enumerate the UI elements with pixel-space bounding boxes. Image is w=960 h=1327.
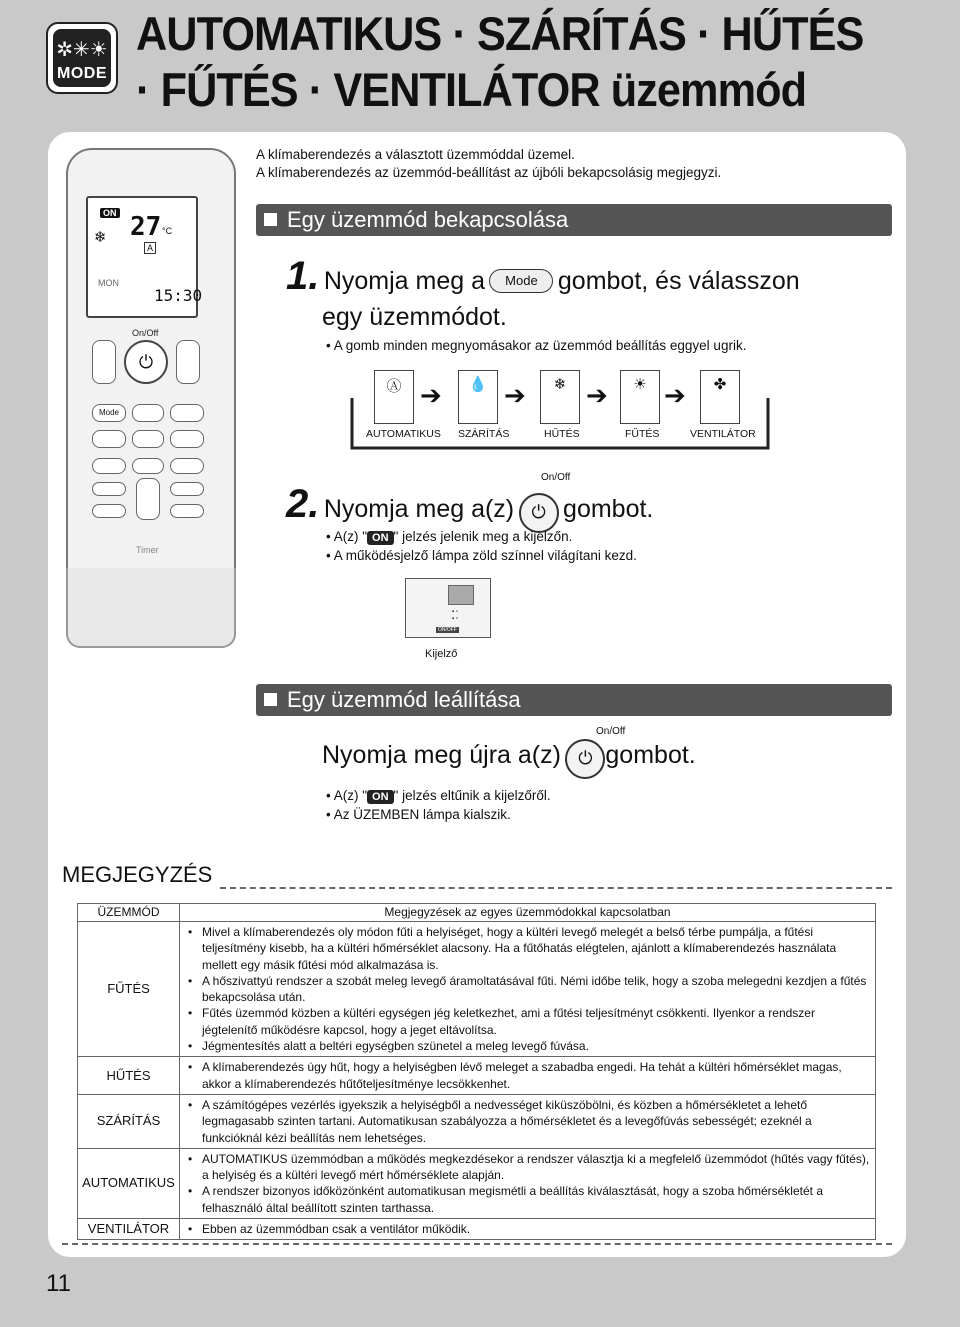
section-header-stop	[256, 684, 892, 716]
mode-cell: SZÁRÍTÁS	[78, 1094, 180, 1148]
remote-onoff-button[interactable]	[124, 340, 168, 384]
notes-cell	[180, 1094, 876, 1148]
mode-cell: FŰTÉS	[78, 922, 180, 1057]
stop-onoff-label: On/Off	[596, 726, 626, 737]
bullet-text: A(z) "	[333, 529, 368, 544]
table-row	[78, 1219, 876, 1240]
cycle-icon-heat: ☀	[620, 370, 660, 424]
remote-button[interactable]	[170, 458, 204, 474]
cycle-icon-fan: ✤	[700, 370, 740, 424]
square-bullet-icon	[264, 693, 277, 706]
notes-table	[77, 903, 876, 1240]
remote-button[interactable]	[92, 430, 126, 448]
step-1-bullet-text: A gomb minden megnyomásakor az üzemmód beállítás eggyel ugrik.	[333, 338, 747, 353]
list-item: • Ebben az üzemmódban csak a ventilátor működik.	[188, 1221, 871, 1237]
cycle-icon-auto: Ⓐ	[374, 370, 414, 424]
notes-cell	[180, 1219, 876, 1240]
arrow-right-icon: ➔	[586, 380, 608, 410]
section-header-start	[256, 204, 892, 236]
table-row	[78, 1148, 876, 1218]
page-title	[136, 6, 881, 118]
remote-button[interactable]	[170, 430, 204, 448]
step-2-onoff-label: On/Off	[541, 472, 571, 483]
title-line-1: AUTOMATIKUS · SZÁRÍTÁS · HŰTÉS	[136, 7, 864, 60]
list-item: • Fűtés üzemmód közben a kültéri egységen jég keletkezhet, ami a fűtési teljesítményt csökkenti. Ilyenkor a rendszer jégtelenítő működésre kapcsol, hogy a jeget eltávolítsa.	[188, 1005, 871, 1038]
step-2-bullet-2: • A működésjelző lámpa zöld színnel világítani kezd.	[326, 548, 637, 563]
display-indicator-icons: ▪ ▫ ▪ ▫	[452, 609, 458, 622]
mode-cell: VENTILÁTOR	[78, 1219, 180, 1240]
col-header-mode: ÜZEMMÓD	[78, 904, 180, 922]
intro-text	[256, 146, 721, 182]
remote-button-left[interactable]	[92, 340, 116, 384]
cycle-icon-cool: ❄	[540, 370, 580, 424]
list-item: • A klímaberendezés úgy hűt, hogy a helyiségben lévő meleget a szabadba engedi. Ha tehát a kültéri hőmérséklet magas, akkor a klímaberendezés hűtőteljesítménye lecsökkenhet.	[188, 1059, 871, 1092]
stop-text-a: Nyomja meg újra a(z)	[322, 741, 561, 769]
remote-timer-label: Timer	[136, 545, 159, 555]
step-1-text-c: egy üzemmódot.	[322, 303, 507, 331]
mode-badge	[46, 22, 118, 94]
cycle-label-cool: HŰTÉS	[544, 428, 580, 440]
remote-button[interactable]	[132, 430, 164, 448]
remote-button[interactable]	[92, 482, 126, 496]
step-1-bullet: • A gomb minden megnyomásakor az üzemmód beállítás eggyel ugrik.	[326, 338, 747, 353]
remote-button[interactable]	[170, 482, 204, 496]
list-item: • Jégmentesítés alatt a beltéri egységben szünetel a meleg levegő fúvása.	[188, 1038, 871, 1054]
list-item: • A rendszer bizonyos időközönként automatikusan megismétli a beállítás kiválasztását, hogy a szoba hőmérsékletét a felhasználó által beállított szinten tarthassa.	[188, 1183, 871, 1216]
arrow-right-icon: ➔	[664, 380, 686, 410]
lcd-on-badge: ON	[100, 208, 120, 218]
cycle-label-heat: FŰTÉS	[625, 428, 660, 440]
intro-line-1: A klímaberendezés a választott üzemmóddal üzemel.	[256, 147, 575, 162]
mode-cell: HŰTÉS	[78, 1057, 180, 1095]
cycle-label-fan: VENTILÁTOR	[690, 428, 756, 440]
step-number: 2.	[286, 482, 320, 526]
on-indicator-badge: ON	[367, 531, 394, 545]
bullet-text: " jelzés jelenik meg a kijelzőn.	[393, 529, 573, 544]
indoor-unit-display	[405, 578, 491, 638]
notes-cell	[180, 1148, 876, 1218]
lcd-clock: 15:30	[154, 286, 203, 305]
lcd-temp-unit: °C	[162, 226, 173, 236]
remote-cover	[66, 568, 236, 648]
display-caption: Kijelző	[425, 648, 458, 660]
step-1-text-a: Nyomja meg a	[323, 267, 485, 295]
display-window	[448, 585, 474, 605]
step-2-text-a: Nyomja meg a(z)	[323, 495, 515, 523]
notes-divider-top	[220, 887, 892, 889]
on-indicator-badge: ON	[367, 790, 394, 804]
remote-button[interactable]	[170, 404, 204, 422]
page-number: 11	[46, 1270, 71, 1297]
power-icon: ⏻	[578, 748, 593, 769]
intro-line-2: A klímaberendezés az üzemmód-beállítást az újbóli bekapcsolásig megjegyzi.	[256, 165, 722, 180]
remote-onoff-label: On/Off	[132, 328, 159, 338]
list-item: • A hőszivattyú rendszer a szobát meleg levegő áramoltatásával fűti. Némi időbe telik, hogy a szoba melegedni kezdjen a fűtés bekapcsolása után.	[188, 973, 871, 1006]
bullet-text: Az ÜZEMBEN lámpa kialszik.	[333, 807, 511, 822]
notes-title: MEGJEGYZÉS	[62, 862, 213, 887]
cycle-label-dry: SZÁRÍTÁS	[458, 428, 510, 440]
remote-button[interactable]	[92, 504, 126, 518]
remote-mode-button[interactable]: Mode	[92, 404, 126, 422]
power-icon: ⏻	[531, 502, 546, 523]
lcd-day: MON	[98, 278, 119, 288]
arrow-right-icon: ➔	[504, 380, 526, 410]
bullet-text: A(z) "	[333, 788, 368, 803]
section-title: Egy üzemmód leállítása	[287, 687, 521, 712]
lcd-temperature: 27	[130, 212, 162, 242]
table-row	[78, 1094, 876, 1148]
col-header-notes: Megjegyzések az egyes üzemmódokkal kapcsolatban	[180, 904, 876, 922]
notes-divider-bottom	[62, 1243, 892, 1245]
stop-instruction	[322, 738, 696, 779]
step-2-text-b: gombot.	[563, 495, 654, 523]
mode-glyphs-icon: ✲✳☀	[56, 39, 108, 61]
list-item: • AUTOMATIKUS üzemmódban a működés megkezdésekor a rendszer választja ki a megfelelő üzemmódot (hűtés vagy fűtés), a helyiség és a kültéri levegő mért hőmérséklete alapján.	[188, 1151, 871, 1184]
table-row	[78, 922, 876, 1057]
step-number: 1.	[286, 254, 320, 298]
remote-button[interactable]	[132, 458, 164, 474]
stop-bullet-2: • Az ÜZEMBEN lámpa kialszik.	[326, 807, 511, 822]
cycle-icon-dry: 💧	[458, 370, 498, 424]
power-icon: ⏻	[138, 351, 154, 372]
step-2	[286, 484, 653, 533]
notes-cell	[180, 1057, 876, 1095]
remote-lcd	[86, 196, 203, 318]
section-title: Egy üzemmód bekapcsolása	[287, 207, 569, 232]
mode-button[interactable]: Mode	[489, 269, 553, 293]
arrow-right-icon: ➔	[420, 380, 442, 410]
remote-button[interactable]	[92, 458, 126, 474]
cycle-label-auto: AUTOMATIKUS	[366, 428, 441, 440]
step-2-bullet-1: • A(z) " ON " jelzés jelenik meg a kijelzőn.	[326, 529, 573, 544]
step-1-text-b: gombot, és válasszon	[557, 267, 800, 295]
display-onoff: ON/OFF	[438, 627, 457, 633]
list-item: • Mivel a klímaberendezés oly módon fűti a helyiséget, hogy a kültéri levegő melegét a belső térbe pumpálja, a fűtési teljesítmény kisebb, ha a kültéri hőmérséklet alacsony. Ha a fűtőhatás elégtelen, ajánlott a klímaberendezés használata mellett egy másik fűtési mód alkalmazása is.	[188, 924, 871, 973]
table-row	[78, 1057, 876, 1095]
mode-badge-label: MODE	[57, 65, 107, 82]
title-line-2: · FŰTÉS · VENTILÁTOR üzemmód	[136, 63, 807, 116]
mode-cell: AUTOMATIKUS	[78, 1148, 180, 1218]
list-item: • A számítógépes vezérlés igyekszik a helyiségből a nedvességet kiküszöbölni, és közben a hőmérsékletet a lehető legmagasabb szinten tartani. Automatikusan szabályozza a hőmérsékletet és a levegőfúvás sebességét; ezeknél a funkcióknál kézi beállítás nem lehetséges.	[188, 1097, 871, 1146]
remote-timer-button[interactable]	[136, 478, 160, 520]
snowflake-icon: ❄	[94, 229, 107, 246]
remote-button[interactable]	[132, 404, 164, 422]
remote-button-right[interactable]	[176, 340, 200, 384]
stop-bullet-1: • A(z) " ON " jelzés eltűnik a kijelzőről.	[326, 788, 551, 803]
notes-cell	[180, 922, 876, 1057]
onoff-button[interactable]	[565, 739, 605, 779]
step-1	[286, 256, 800, 298]
bullet-text: " jelzés eltűnik a kijelzőről.	[393, 788, 551, 803]
bullet-text: A működésjelző lámpa zöld színnel világítani kezd.	[333, 548, 637, 563]
remote-button[interactable]	[170, 504, 204, 518]
square-bullet-icon	[264, 213, 277, 226]
stop-text-b: gombot.	[605, 741, 696, 769]
auto-mode-icon: A	[144, 242, 156, 254]
